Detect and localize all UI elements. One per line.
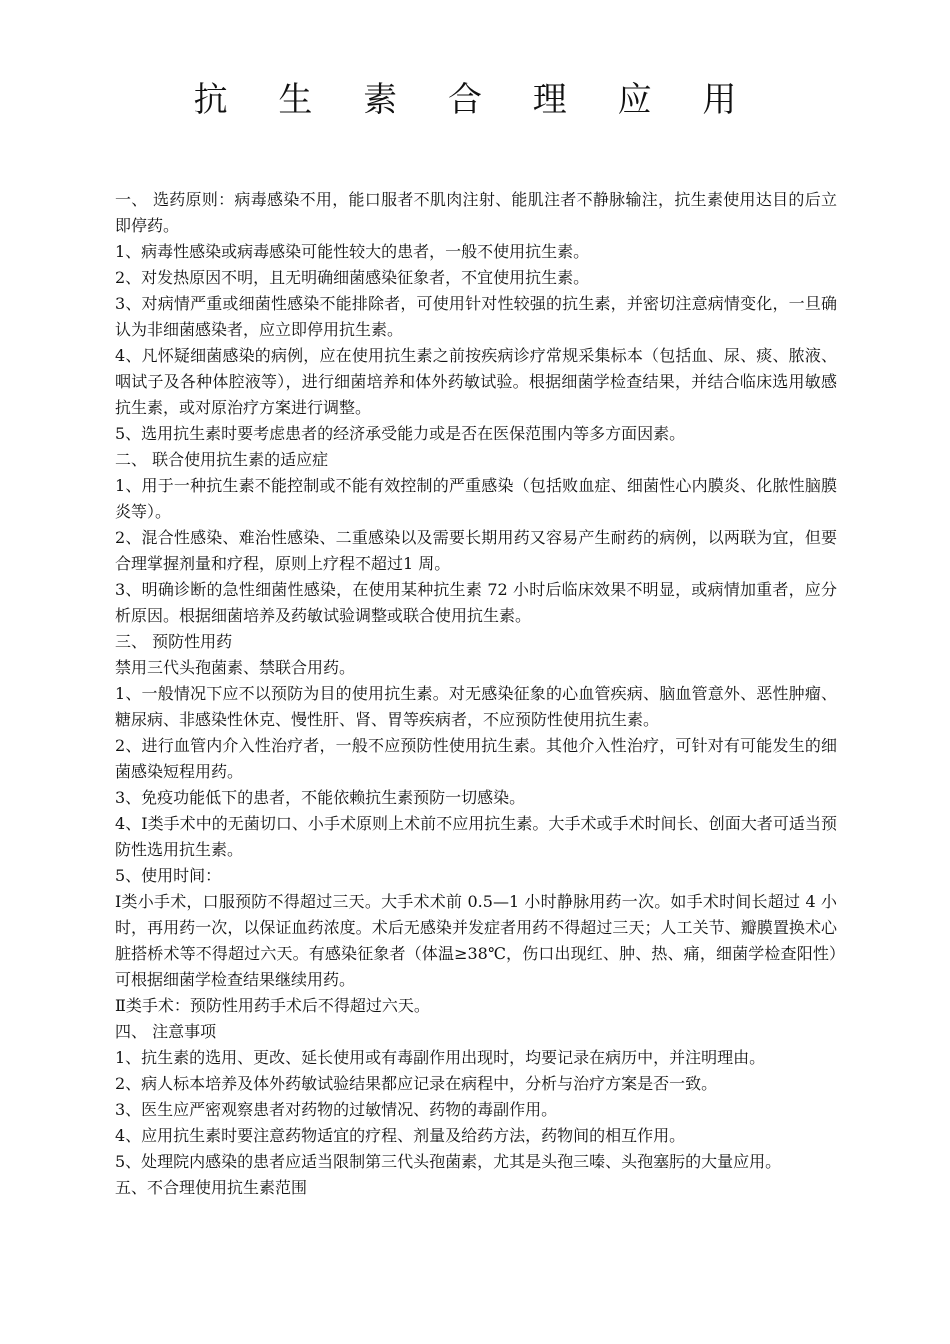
section-heading-3: 三、 预防性用药 (115, 632, 233, 651)
document-body (115, 187, 837, 1201)
paragraph: 2、病人标本培养及体外药敏试验结果都应记录在病程中，分析与治疗方案是否一致。 (115, 1074, 718, 1093)
paragraph: 2、进行血管内介入性治疗者，一般不应预防性使用抗生素。其他介入性治疗，可针对有可能发生的细菌感染短程用药。 (115, 736, 837, 781)
paragraph: 4、应用抗生素时要注意药物适宜的疗程、剂量及给药方法，药物间的相互作用。 (115, 1126, 686, 1145)
section-heading-2: 二、 联合使用抗生素的适应症 (115, 450, 329, 469)
paragraph: 1、用于一种抗生素不能控制或不能有效控制的严重感染（包括败血症、细菌性心内膜炎、化脓性脑膜炎等）。 (115, 476, 837, 521)
paragraph: 2、混合性感染、难治性感染、二重感染以及需要长期用药又容易产生耐药的病例，以两联为宜，但要合理掌握剂量和疗程，原则上疗程不超过1 周。 (115, 528, 837, 573)
paragraph: 3、明确诊断的急性细菌性感染，在使用某种抗生素 72 小时后临床效果不明显，或病情加重者，应分析原因。根据细菌培养及药敏试验调整或联合使用抗生素。 (115, 580, 837, 625)
paragraph: Ⅰ类小手术，口服预防不得超过三天。大手术术前 0.5—1 小时静脉用药一次。如手术时间长超过 4 小时，再用药一次，以保证血药浓度。术后无感染并发症者用药不得超过三天；人工关节、瓣膜置换术心脏搭桥术等不得超过六天。有感染征象者（体温≥38℃，伤口出现红、肿、热、痛，细菌学检查阳性）可根据细菌学检查结果继续用药。 (115, 892, 837, 989)
paragraph: 3、医生应严密观察患者对药物的过敏情况、药物的毒副作用。 (115, 1100, 558, 1119)
paragraph: 3、对病情严重或细菌性感染不能排除者，可使用针对性较强的抗生素，并密切注意病情变化，一旦确认为非细菌感染者，应立即停用抗生素。 (115, 294, 837, 339)
section-heading-4: 四、 注意事项 (115, 1022, 217, 1041)
paragraph: 1、抗生素的选用、更改、延长使用或有毒副作用出现时，均要记录在病历中，并注明理由。 (115, 1048, 766, 1067)
paragraph: 5、处理院内感染的患者应适当限制第三代头孢菌素，尤其是头孢三嗪、头孢塞肟的大量应用。 (115, 1152, 782, 1171)
paragraph: Ⅱ类手术：预防性用药手术后不得超过六天。 (115, 996, 430, 1015)
paragraph: 1、病毒性感染或病毒感染可能性较大的患者，一般不使用抗生素。 (115, 242, 590, 261)
document-title: 抗 生 素 合 理 应 用 (193, 80, 757, 120)
paragraph: 5、使用时间： (115, 866, 222, 885)
section-heading-1: 一、 选药原则：病毒感染不用，能口服者不肌肉注射、能肌注者不静脉输注，抗生素使用达目的后立即停药。 (115, 190, 837, 235)
paragraph: 1、一般情况下应不以预防为目的使用抗生素。对无感染征象的心血管疾病、脑血管意外、恶性肿瘤、糖尿病、非感染性休克、慢性肝、肾、胃等疾病者，不应预防性使用抗生素。 (115, 684, 837, 729)
section-heading-5: 五、不合理使用抗生素范围 (115, 1178, 308, 1197)
paragraph: 4、凡怀疑细菌感染的病例，应在使用抗生素之前按疾病诊疗常规采集标本（包括血、尿、痰、脓液、咽试子及各种体腔液等），进行细菌培养和体外药敏试验。根据细菌学检查结果，并结合临床选用敏感抗生素，或对原治疗方案进行调整。 (115, 346, 837, 417)
paragraph: 5、选用抗生素时要考虑患者的经济承受能力或是否在医保范围内等多方面因素。 (115, 424, 686, 443)
paragraph: 4、Ⅰ类手术中的无菌切口、小手术原则上术前不应用抗生素。大手术或手术时间长、创面大者可适当预防性选用抗生素。 (115, 814, 837, 859)
paragraph: 禁用三代头孢菌素、禁联合用药。 (115, 658, 356, 677)
paragraph: 2、对发热原因不明，且无明确细菌感染征象者，不宜使用抗生素。 (115, 268, 590, 287)
paragraph: 3、免疫功能低下的患者，不能依赖抗生素预防一切感染。 (115, 788, 526, 807)
